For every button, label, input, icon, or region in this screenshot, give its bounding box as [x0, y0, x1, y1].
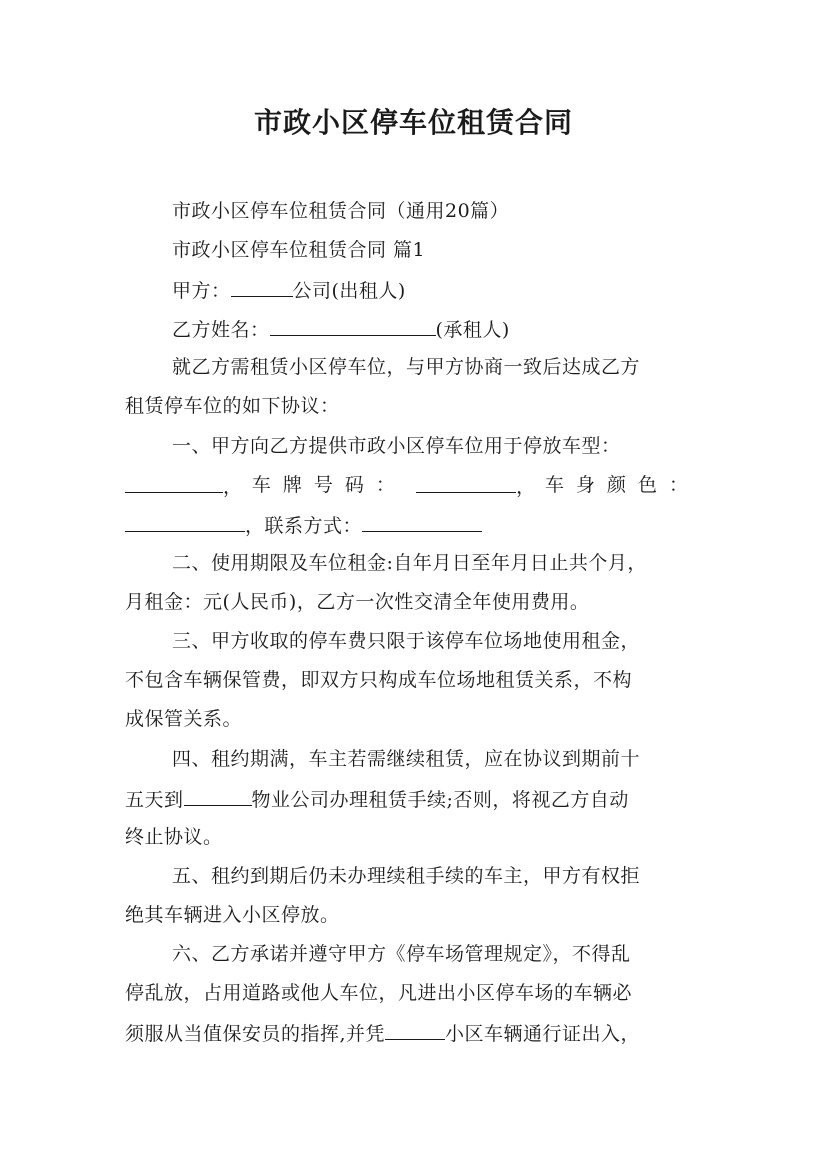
- party-a-suffix: 公司(出租人): [292, 280, 406, 302]
- comma: ，: [223, 476, 243, 498]
- clause-1-line-3: [125, 511, 705, 539]
- contact-label: ，联系方式：: [245, 515, 363, 537]
- clause-3-line-2: 不包含车辆保管费，即双方只构成车位场地租赁关系，不构: [125, 669, 633, 691]
- clause-2-line-2: 月租金：元(人民币)，乙方一次性交清全年使用费用。: [125, 591, 590, 613]
- car-model-blank: [125, 472, 223, 493]
- color-blank: [125, 511, 245, 532]
- intro-line-1: 就乙方需租赁小区停车位，与甲方协商一致后达成乙方: [172, 356, 641, 378]
- clause-6-line-3: [125, 1019, 705, 1047]
- subtitle: 市政小区停车位租赁合同（通用20篇）: [172, 200, 510, 222]
- intro-line-2: 租赁停车位的如下协议：: [125, 395, 340, 417]
- clause-4-line-2: [125, 785, 705, 813]
- party-b-line: [172, 315, 705, 343]
- clause-6-line-2: 停乱放，占用道路或他人车位，凡进出小区停车场的车辆必: [125, 982, 633, 1004]
- party-b-label: 乙方姓名：: [172, 319, 270, 341]
- party-b-blank: [270, 315, 436, 336]
- comma: ，: [516, 476, 536, 498]
- plate-blank: [416, 472, 516, 493]
- pass-blank: [385, 1019, 445, 1040]
- clause-1-line-1: 一、甲方向乙方提供市政小区停车位用于停放车型：: [172, 435, 621, 457]
- clause-4-post: 物业公司办理租赁手续;否则，将视乙方自动: [251, 789, 629, 811]
- clause-5-line-1: 五、租约到期后仍未办理续租手续的车主，甲方有权拒: [172, 865, 641, 887]
- clause-3-line-3: 成保管关系。: [125, 708, 243, 730]
- chapter-heading: 市政小区停车位租赁合同 篇1: [172, 239, 426, 261]
- clause-3-line-1: 三、甲方收取的停车费只限于该停车位场地使用租金，: [172, 630, 641, 652]
- party-a-blank: [231, 276, 293, 297]
- contact-blank: [362, 511, 482, 532]
- party-a-label: 甲方：: [172, 280, 231, 302]
- color-label: 车身颜色：: [544, 474, 700, 496]
- document-title: 市政小区停车位租赁合同: [253, 106, 573, 139]
- clause-4-line-3: 终止协议。: [125, 826, 223, 848]
- clause-4-pre: 五天到: [125, 789, 184, 811]
- party-b-suffix: (承租人): [435, 319, 510, 341]
- clause-6-pre: 须服从当值保安员的指挥,并凭: [125, 1023, 386, 1045]
- clause-6-post: 小区车辆通行证出入，: [445, 1023, 641, 1045]
- clause-2-line-1: 二、使用期限及车位租金:自年月日至年月日止共个月，: [172, 552, 647, 574]
- clause-4-line-1: 四、租约期满，车主若需继续租赁，应在协议到期前十: [172, 748, 641, 770]
- clause-5-line-2: 绝其车辆进入小区停放。: [125, 904, 340, 926]
- plate-label: 车牌号码：: [251, 474, 407, 496]
- party-a-line: [172, 276, 705, 304]
- clause-1-line-2: [125, 472, 700, 500]
- clause-6-line-1: 六、乙方承诺并遵守甲方《停车场管理规定》，不得乱: [172, 943, 631, 965]
- property-company-blank: [184, 785, 252, 806]
